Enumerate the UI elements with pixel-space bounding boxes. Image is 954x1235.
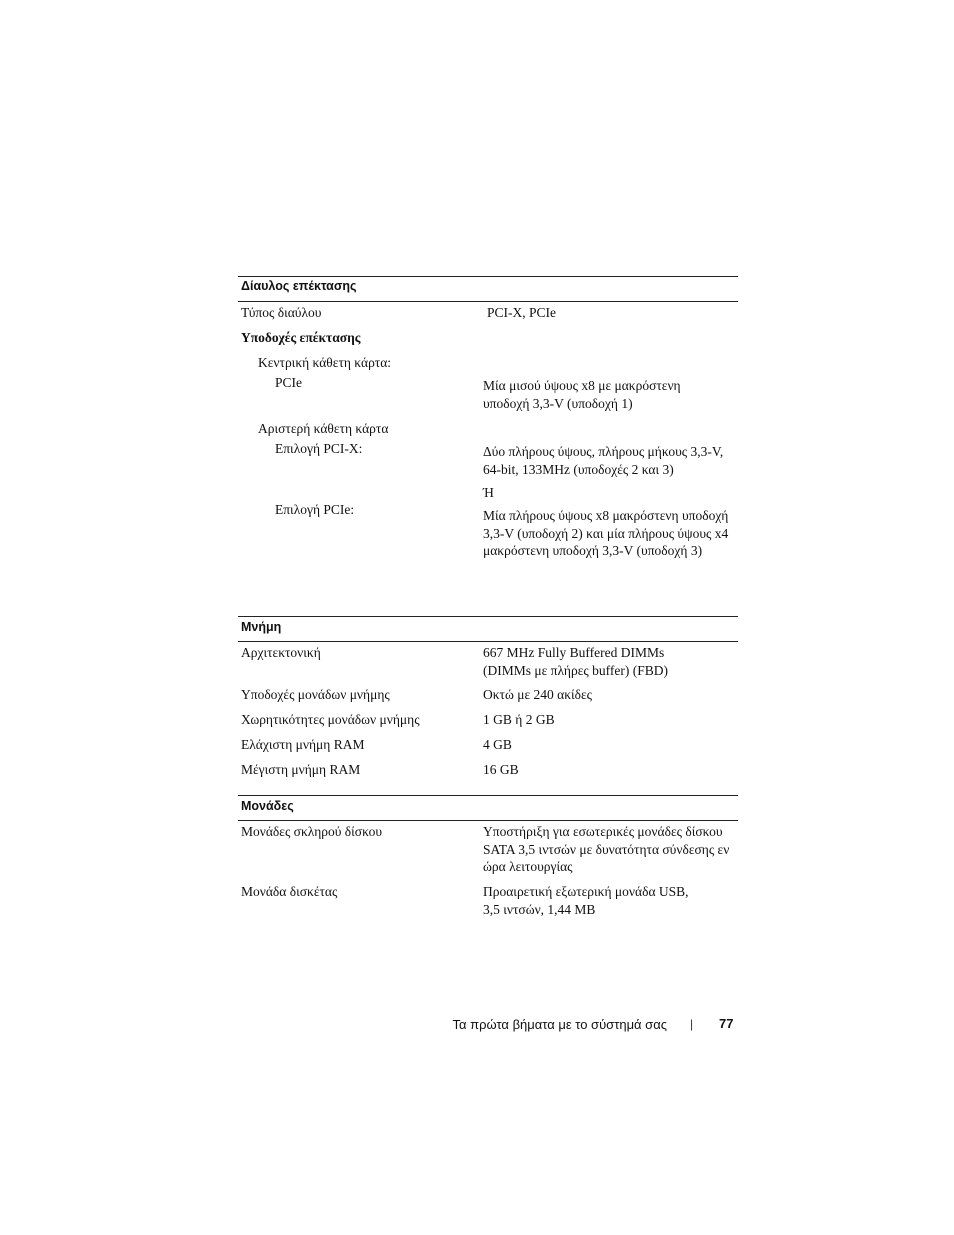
drives-row-label: Μονάδα δισκέτας xyxy=(241,884,338,899)
center-pcie-value: Μία μισού ύψους x8 με μακρόστενη υποδοχή 3,3-V (υποδοχή 1) xyxy=(483,378,681,411)
footer-chapter-title: Τα πρώτα βήματα με το σύστημά σας xyxy=(452,1017,667,1032)
pcie-option-label: Επιλογή PCIe: xyxy=(275,502,355,517)
memory-row-value: 16 GB xyxy=(483,762,519,777)
memory-row-value: 4 GB xyxy=(483,737,512,752)
pcie-option-value: Μία πλήρους ύψους x8 μακρόστενη υποδοχή 3,3-V (υποδοχή 2) και μία πλήρους ύψους x4 μακρόστενη υποδοχή 3,3-V (υποδοχή 3) xyxy=(483,508,729,558)
section-title-memory: Μνήμη xyxy=(241,620,282,634)
drives-row-value: Προαιρετική εξωτερική μονάδα USB, 3,5 ιντσών, 1,44 MB xyxy=(483,884,689,917)
center-pcie-label: PCIe xyxy=(275,375,302,390)
page-number: 77 xyxy=(719,1016,734,1031)
drives-header-rule xyxy=(238,820,738,821)
memory-top-rule xyxy=(238,616,738,617)
memory-row-label: Χωρητικότητες μονάδων μνήμης xyxy=(241,712,420,727)
drives-row-label: Μονάδες σκληρού δίσκου xyxy=(241,824,383,839)
center-riser-label: Κεντρική κάθετη κάρτα: xyxy=(258,355,392,370)
slots-heading: Υποδοχές επέκτασης xyxy=(241,330,361,345)
section-title-drives: Μονάδες xyxy=(241,799,294,813)
drives-row-value: Υποστήριξη για εσωτερικές μονάδες δίσκου SATA 3,5 ιντσών με δυνατότητα σύνδεσης εν ώρα λειτουργίας xyxy=(483,824,730,874)
pcix-option-value: Δύο πλήρους ύψους, πλήρους μήκους 3,3-V, 64-bit, 133MHz (υποδοχές 2 και 3) xyxy=(483,444,724,477)
pcix-option-label: Επιλογή PCI-X: xyxy=(275,441,363,456)
drives-top-rule xyxy=(238,795,738,796)
left-riser-label: Αριστερή κάθετη κάρτα xyxy=(258,421,389,436)
memory-row-value: 1 GB ή 2 GB xyxy=(483,712,555,727)
section-header-rule xyxy=(238,301,738,302)
memory-row-label: Μέγιστη μνήμη RAM xyxy=(241,762,361,777)
bus-type-value: PCI-X, PCIe xyxy=(487,305,557,320)
memory-row-label: Ελάχιστη μνήμη RAM xyxy=(241,737,365,752)
memory-row-value: Οκτώ με 240 ακίδες xyxy=(483,687,593,702)
or-text: Ή xyxy=(483,485,494,500)
bus-type-label: Τύπος διαύλου xyxy=(241,305,322,320)
section-title-expansion: Δίαυλος επέκτασης xyxy=(241,279,357,293)
memory-header-rule xyxy=(238,641,738,642)
memory-row-label: Υποδοχές μονάδων μνήμης xyxy=(241,687,390,702)
section-top-rule xyxy=(238,276,738,277)
memory-row-value: 667 MHz Fully Buffered DIMMs (DIMMs με πλήρες buffer) (FBD) xyxy=(483,645,668,678)
footer-separator: | xyxy=(690,1017,694,1031)
memory-row-label: Αρχιτεκτονική xyxy=(241,645,321,660)
